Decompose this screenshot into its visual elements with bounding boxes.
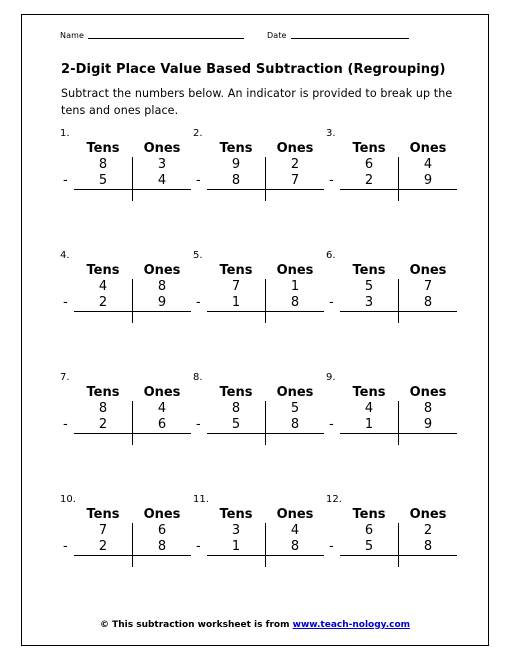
place-value-divider xyxy=(132,401,133,445)
answer-line xyxy=(74,433,191,434)
ones-header: Ones xyxy=(143,141,181,156)
ones-header: Ones xyxy=(409,507,447,522)
answer-line xyxy=(74,189,191,190)
subtrahend-ones-digit: 8 xyxy=(423,539,433,554)
problem-number: 7. xyxy=(60,372,70,383)
problem-card xyxy=(60,250,190,340)
problem-card xyxy=(193,494,323,584)
name-field[interactable] xyxy=(60,31,244,40)
place-value-divider xyxy=(132,157,133,201)
minuend-tens-digit: 6 xyxy=(364,523,374,538)
minus-sign: - xyxy=(329,539,334,554)
place-value-divider xyxy=(265,279,266,323)
problem-number: 12. xyxy=(326,494,342,505)
place-value-divider xyxy=(398,157,399,201)
subtrahend-tens-digit: 2 xyxy=(98,539,108,554)
problem-number: 4. xyxy=(60,250,70,261)
place-value-divider xyxy=(265,401,266,445)
minuend-ones-digit: 8 xyxy=(157,279,167,294)
tens-header: Tens xyxy=(86,507,120,522)
tens-header: Tens xyxy=(352,507,386,522)
subtrahend-tens-digit: 1 xyxy=(364,417,374,432)
problem-number: 9. xyxy=(326,372,336,383)
place-value-divider xyxy=(265,523,266,567)
minuend-ones-digit: 2 xyxy=(290,157,300,172)
minuend-ones-digit: 2 xyxy=(423,523,433,538)
problem-card xyxy=(326,250,456,340)
name-blank-line[interactable] xyxy=(88,38,244,39)
tens-header: Tens xyxy=(219,263,253,278)
tens-header: Tens xyxy=(86,141,120,156)
minus-sign: - xyxy=(196,173,201,188)
ones-header: Ones xyxy=(276,507,314,522)
instructions-text: Subtract the numbers below. An indicator is provided to break up the tens and ones place. xyxy=(61,87,453,117)
minus-sign: - xyxy=(329,173,334,188)
footer-credit xyxy=(0,620,510,630)
subtrahend-ones-digit: 9 xyxy=(423,417,433,432)
minuend-tens-digit: 3 xyxy=(231,523,241,538)
place-value-divider xyxy=(265,157,266,201)
minuend-ones-digit: 3 xyxy=(157,157,167,172)
answer-line xyxy=(207,189,324,190)
problem-number: 8. xyxy=(193,372,203,383)
answer-line xyxy=(74,311,191,312)
problem-card xyxy=(193,128,323,218)
minuend-ones-digit: 1 xyxy=(290,279,300,294)
subtrahend-ones-digit: 6 xyxy=(157,417,167,432)
answer-line xyxy=(340,555,457,556)
minuend-ones-digit: 7 xyxy=(423,279,433,294)
minuend-ones-digit: 4 xyxy=(157,401,167,416)
date-field[interactable] xyxy=(267,31,409,40)
subtrahend-tens-digit: 2 xyxy=(98,295,108,310)
subtrahend-tens-digit: 2 xyxy=(98,417,108,432)
problem-card xyxy=(326,372,456,462)
ones-header: Ones xyxy=(276,385,314,400)
tens-header: Tens xyxy=(86,263,120,278)
minuend-tens-digit: 8 xyxy=(98,401,108,416)
minus-sign: - xyxy=(63,539,68,554)
place-value-divider xyxy=(398,279,399,323)
minuend-ones-digit: 6 xyxy=(157,523,167,538)
problem-number: 11. xyxy=(193,494,209,505)
minus-sign: - xyxy=(196,539,201,554)
minuend-tens-digit: 4 xyxy=(364,401,374,416)
minuend-tens-digit: 7 xyxy=(231,279,241,294)
problem-number: 6. xyxy=(326,250,336,261)
minuend-tens-digit: 5 xyxy=(364,279,374,294)
footer-text: © This subtraction worksheet is from xyxy=(99,620,293,630)
ones-header: Ones xyxy=(409,385,447,400)
name-label: Name xyxy=(60,31,85,40)
ones-header: Ones xyxy=(409,141,447,156)
problem-number: 1. xyxy=(60,128,70,139)
footer-link[interactable]: www.teach-nology.com xyxy=(292,620,411,630)
subtrahend-ones-digit: 8 xyxy=(290,417,300,432)
minus-sign: - xyxy=(196,295,201,310)
subtrahend-ones-digit: 7 xyxy=(290,173,300,188)
answer-line xyxy=(207,433,324,434)
subtrahend-tens-digit: 1 xyxy=(231,539,241,554)
tens-header: Tens xyxy=(219,385,253,400)
date-label: Date xyxy=(267,31,287,40)
answer-line xyxy=(74,555,191,556)
subtrahend-ones-digit: 4 xyxy=(157,173,167,188)
tens-header: Tens xyxy=(219,141,253,156)
problem-card xyxy=(193,372,323,462)
subtrahend-tens-digit: 1 xyxy=(231,295,241,310)
place-value-divider xyxy=(132,523,133,567)
minuend-tens-digit: 7 xyxy=(98,523,108,538)
date-blank-line[interactable] xyxy=(291,38,409,39)
subtrahend-ones-digit: 8 xyxy=(157,539,167,554)
minus-sign: - xyxy=(196,417,201,432)
ones-header: Ones xyxy=(409,263,447,278)
problem-card xyxy=(60,494,190,584)
answer-line xyxy=(340,311,457,312)
minus-sign: - xyxy=(63,173,68,188)
minus-sign: - xyxy=(63,417,68,432)
worksheet-title: 2-Digit Place Value Based Subtraction (Regrouping) xyxy=(61,62,446,77)
tens-header: Tens xyxy=(352,141,386,156)
problem-number: 5. xyxy=(193,250,203,261)
subtrahend-tens-digit: 2 xyxy=(364,173,374,188)
subtrahend-tens-digit: 8 xyxy=(231,173,241,188)
problem-number: 3. xyxy=(326,128,336,139)
minuend-tens-digit: 8 xyxy=(231,401,241,416)
minuend-tens-digit: 8 xyxy=(98,157,108,172)
problem-card xyxy=(193,250,323,340)
subtrahend-ones-digit: 9 xyxy=(157,295,167,310)
answer-line xyxy=(207,311,324,312)
problem-card xyxy=(326,128,456,218)
answer-line xyxy=(340,189,457,190)
minus-sign: - xyxy=(329,417,334,432)
subtrahend-ones-digit: 9 xyxy=(423,173,433,188)
place-value-divider xyxy=(132,279,133,323)
minus-sign: - xyxy=(63,295,68,310)
ones-header: Ones xyxy=(276,141,314,156)
subtrahend-ones-digit: 8 xyxy=(423,295,433,310)
minus-sign: - xyxy=(329,295,334,310)
place-value-divider xyxy=(398,401,399,445)
subtrahend-tens-digit: 3 xyxy=(364,295,374,310)
subtrahend-tens-digit: 5 xyxy=(98,173,108,188)
minuend-ones-digit: 8 xyxy=(423,401,433,416)
ones-header: Ones xyxy=(276,263,314,278)
answer-line xyxy=(340,433,457,434)
answer-line xyxy=(207,555,324,556)
ones-header: Ones xyxy=(143,263,181,278)
subtrahend-ones-digit: 8 xyxy=(290,539,300,554)
problem-card xyxy=(60,128,190,218)
minuend-tens-digit: 4 xyxy=(98,279,108,294)
ones-header: Ones xyxy=(143,507,181,522)
subtrahend-tens-digit: 5 xyxy=(231,417,241,432)
subtrahend-tens-digit: 5 xyxy=(364,539,374,554)
problem-number: 2. xyxy=(193,128,203,139)
minuend-tens-digit: 6 xyxy=(364,157,374,172)
tens-header: Tens xyxy=(219,507,253,522)
subtrahend-ones-digit: 8 xyxy=(290,295,300,310)
minuend-ones-digit: 4 xyxy=(290,523,300,538)
minuend-ones-digit: 5 xyxy=(290,401,300,416)
problem-card xyxy=(326,494,456,584)
problem-number: 10. xyxy=(60,494,76,505)
place-value-divider xyxy=(398,523,399,567)
minuend-tens-digit: 9 xyxy=(231,157,241,172)
tens-header: Tens xyxy=(352,263,386,278)
minuend-ones-digit: 4 xyxy=(423,157,433,172)
ones-header: Ones xyxy=(143,385,181,400)
problem-card xyxy=(60,372,190,462)
tens-header: Tens xyxy=(352,385,386,400)
tens-header: Tens xyxy=(86,385,120,400)
